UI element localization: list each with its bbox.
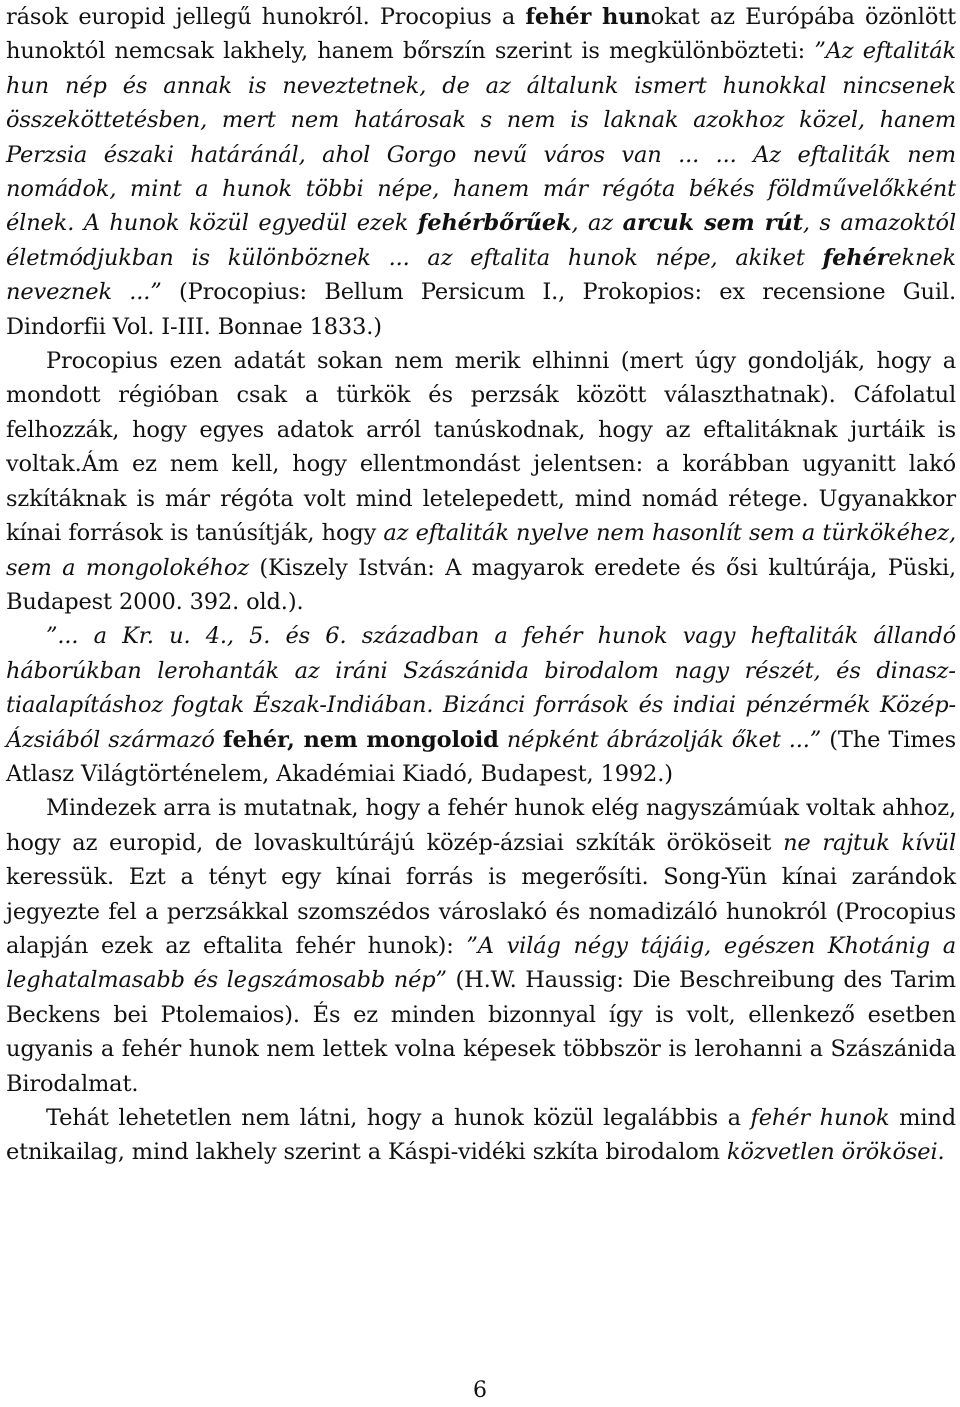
text-run: fehér, nem mongoloid <box>222 726 499 753</box>
text-run: ne rajtuk kívül <box>783 829 956 856</box>
text-run: okat az Európába özönlött hunoktól nemcsak lakhely, hanem bőrszín szerint is megkülönbözteti: <box>6 4 957 65</box>
text-run: ”... a Kr. u. 4., 5. és 6. században a fehér hunok vagy heftaliták állandó háborúkban lerohanták az iráni Szászánida birodalom nagy részét, és dinasztiaalapításhoz fogtak Észak-Indiában. Bizánci források és indiai pénzérmék Közép-Ázsiából származó <box>6 623 956 753</box>
text-run: fehér hun <box>525 4 651 30</box>
text-run: az eftaliták nyelve nem hasonlít sem a türkökéhez, sem a mongolokéhoz <box>6 520 956 581</box>
text-run: eknek neveznek ...” <box>6 244 956 306</box>
text-run: keressük. Ezt a tényt egy kínai forrás is megerősíti. Song-Yün kínai zarándok jegyezte fel a perzsákkal szomszédos városlakó és nomadizáló hunokról (Procopius alapján ezek az eftalita fehér hunok): <box>6 864 956 959</box>
text-run: rások europid jellegű hunokról. Procopius a <box>6 4 526 30</box>
text-run: (The Times Atlasz Világtörténelem, Akadémiai Kiadó, Budapest, 1992.) <box>6 726 957 787</box>
text-run: (Procopius: Bellum Persicum I., Prokopios: ex recensione Guil. Dindorfii Vol. I-III. Bonnae 1833.) <box>6 279 956 340</box>
text-run: (H.W. Haussig: Die Beschreibung des Tarim Beckens bei Ptolemaios). És ez minden bizonnyal így is volt, ellenkező esetben ugyanis a fehér hunok nem lettek volna képesek többször is lerohanni a Szászánida Birodalmat. <box>6 967 956 1097</box>
text-run: fehér <box>822 244 889 271</box>
text-run: ”Az eftaliták hun nép és annak is neveztetnek, de az általunk ismert hunokkal nincsenek összeköttetésben, mert nem határosak s nem is laknak azokhoz közel, hanem Perzsia északi határánál, ahol Gorgo nevű város van ... ... Az eftaliták nem nomádok, mint a hunok többi népe, hanem már régóta békés földművelőkként élnek. A hunok közül egyedül ezek <box>6 38 956 237</box>
text-run: fehérbőrűek <box>417 210 572 237</box>
text-run: ”A világ négy tájáig, egészen Khotánig a leghatalmasabb és legszámosabb nép” <box>6 932 956 994</box>
text-run: Tehát lehetetlen nem látni, hogy a hunok közül legalábbis a <box>46 1105 751 1131</box>
text-run: fehér hunok <box>750 1105 890 1131</box>
text-run: (Kiszely István: A magyarok eredete és ősi kultúrája, Püski, Budapest 2000. 392. old.). <box>6 554 956 615</box>
text-run: népként ábrázolják őket ...” <box>498 726 822 753</box>
text-run: mind etnikailag, mind lakhely szerint a Káspi-vidéki szkíta birodalom <box>6 1105 956 1166</box>
paragraph-1 <box>6 0 956 344</box>
document-page <box>6 0 956 1170</box>
paragraph-5 <box>6 1101 956 1170</box>
text-run: Mindezek arra is mutatnak, hogy a fehér hunok elég nagyszámúak voltak ahhoz, hogy az europid, de lovaskultúrájú közép-ázsiai szkíták örököseit <box>6 795 956 856</box>
text-run: Procopius ezen adatát sokan nem merik elhinni (mert úgy gondolják, hogy a mondott régióban csak a türkök és perzsák között választhatnak). Cáfolatul felhozzák, hogy egyes adatok arról tanúskodnak, hogy az eftalitáknak jurtáik is voltak.Ám ez nem kell, hogy ellentmondást jelentsen: a korábban ugyanitt lakó szkítáknak is már régóta volt mind letelepedett, mind nomád rétege. Ugyanakkor kínai források is tanúsítják, hogy <box>6 348 956 547</box>
page-number: 6 <box>473 1378 487 1403</box>
paragraph-3 <box>6 619 956 791</box>
text-run: közvetlen örökösei. <box>726 1139 945 1166</box>
text-run: arcuk sem rút <box>622 210 803 237</box>
text-run: , s amazoktól életmódjukban is különböznek ... az eftalita hunok népe, akiket <box>6 210 956 271</box>
paragraph-2 <box>6 344 956 619</box>
text-run: , az <box>571 210 623 237</box>
paragraph-4 <box>6 791 956 1101</box>
